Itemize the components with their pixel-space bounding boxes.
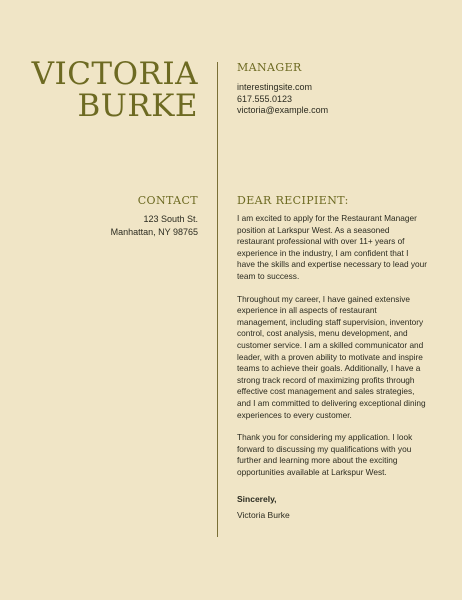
last-name: BURKE xyxy=(77,88,198,124)
address-block xyxy=(111,213,198,238)
letter-paragraph-2: Throughout my career, I have gained extensive experience in all aspects of restaurant management, including staff supervision, inventory control, cost analysis, menu development, and customer service. I am a skilled communicator and leader, with a proven ability to motivate and inspire teams to achieve their goals. Additionally, I have a strong track record of maximizing profits through effective cost management and sales strategies, and I am committed to delivering exceptional dining experiences to every customer. xyxy=(237,293,426,420)
first-name: VICTORIA xyxy=(31,56,198,92)
email-text: victoria@example.com xyxy=(237,105,329,115)
letter-body xyxy=(237,213,427,489)
address-line-2: Manhattan, NY 98765 xyxy=(110,226,198,237)
job-title: MANAGER xyxy=(237,61,302,74)
letter-paragraph-1: I am excited to apply for the Restaurant Manager position at Larkspur West. As a seasoned restaurant professional with over 11+ years of experience in the industry, I am confident that I have the skills and expertise necessary to lead your team to success. xyxy=(237,213,428,281)
website-text: interestingsite.com xyxy=(237,82,313,92)
vertical-divider xyxy=(217,62,218,537)
contact-info xyxy=(237,82,328,117)
closing: Sincerely, xyxy=(237,494,277,504)
address-line-1: 123 South St. xyxy=(143,214,198,224)
contact-heading: CONTACT xyxy=(137,194,198,207)
applicant-name xyxy=(32,58,198,122)
phone-text: 617.555.0123 xyxy=(237,93,293,104)
signature-name: Victoria Burke xyxy=(237,510,290,520)
salutation: DEAR RECIPIENT: xyxy=(237,194,349,207)
letter-paragraph-3: Thank you for considering my application. I look forward to discussing my qualifications with you further and learning more about the exciting opportunities available at Larkspur West. xyxy=(237,432,413,477)
